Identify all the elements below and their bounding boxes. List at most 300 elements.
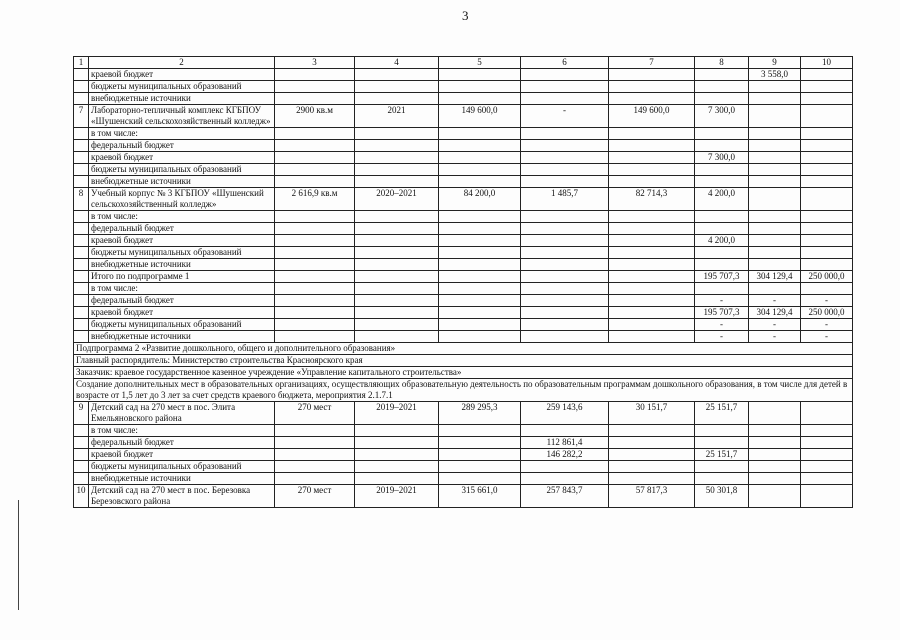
table-cell xyxy=(439,425,521,437)
table-cell xyxy=(355,461,439,473)
table-cell xyxy=(801,425,853,437)
table-cell xyxy=(609,93,695,105)
table-row xyxy=(74,449,853,461)
table-cell xyxy=(439,164,521,176)
table-cell xyxy=(275,69,355,81)
table-cell xyxy=(801,259,853,271)
table-cell xyxy=(609,437,695,449)
table-cell xyxy=(275,259,355,271)
table-cell xyxy=(355,93,439,105)
table-cell xyxy=(74,449,89,461)
table-cell xyxy=(74,93,89,105)
table-cell: 270 мест xyxy=(275,402,355,425)
table-row xyxy=(74,307,853,319)
table-cell: бюджеты муниципальных образований xyxy=(89,461,275,473)
table-cell xyxy=(801,449,853,461)
table-cell xyxy=(275,271,355,283)
table-cell: - xyxy=(801,295,853,307)
table-cell xyxy=(521,425,609,437)
table-cell xyxy=(521,69,609,81)
table-cell xyxy=(749,164,801,176)
table-cell xyxy=(521,81,609,93)
table-cell xyxy=(749,283,801,295)
table-row xyxy=(74,188,853,211)
budget-table xyxy=(73,56,853,508)
table-cell xyxy=(521,93,609,105)
table-cell xyxy=(275,295,355,307)
table-cell xyxy=(609,473,695,485)
table-cell xyxy=(74,140,89,152)
table-cell xyxy=(609,211,695,223)
table-cell xyxy=(521,319,609,331)
table-cell: внебюджетные источники xyxy=(89,176,275,188)
table-cell: бюджеты муниципальных образований xyxy=(89,247,275,259)
table-cell xyxy=(355,81,439,93)
table-cell xyxy=(521,247,609,259)
table-cell xyxy=(749,247,801,259)
table-cell xyxy=(695,176,749,188)
table-cell xyxy=(74,437,89,449)
column-number: 2 xyxy=(89,57,275,69)
table-cell xyxy=(521,295,609,307)
table-cell xyxy=(521,223,609,235)
table-cell xyxy=(609,223,695,235)
table-cell xyxy=(439,295,521,307)
table-cell: 195 707,3 xyxy=(695,307,749,319)
table-cell xyxy=(74,81,89,93)
table-cell xyxy=(801,473,853,485)
table-cell xyxy=(74,235,89,247)
table-cell xyxy=(439,140,521,152)
table-cell xyxy=(275,247,355,259)
table-cell xyxy=(609,283,695,295)
table-cell xyxy=(74,259,89,271)
table-cell: 8 xyxy=(74,188,89,211)
table-cell xyxy=(749,152,801,164)
table-cell xyxy=(275,176,355,188)
section-row xyxy=(74,379,853,402)
table-cell xyxy=(355,176,439,188)
table-cell xyxy=(439,307,521,319)
table-cell xyxy=(275,140,355,152)
table-cell xyxy=(275,164,355,176)
table-row xyxy=(74,247,853,259)
table-row xyxy=(74,259,853,271)
table-cell xyxy=(609,176,695,188)
table-cell xyxy=(275,461,355,473)
table-cell xyxy=(801,402,853,425)
table-cell xyxy=(439,259,521,271)
table-cell xyxy=(609,128,695,140)
table-cell: краевой бюджет xyxy=(89,235,275,247)
table-cell xyxy=(749,402,801,425)
table-cell xyxy=(801,283,853,295)
table-cell xyxy=(275,449,355,461)
table-cell xyxy=(801,485,853,508)
table-cell: 2020–2021 xyxy=(355,188,439,211)
table-cell: краевой бюджет xyxy=(89,69,275,81)
table-cell: - xyxy=(695,319,749,331)
table-cell xyxy=(275,81,355,93)
table-cell: 10 xyxy=(74,485,89,508)
table-row xyxy=(74,164,853,176)
table-cell: 3 558,0 xyxy=(749,69,801,81)
table-cell xyxy=(609,271,695,283)
table-cell xyxy=(801,461,853,473)
table-cell xyxy=(801,81,853,93)
section-row xyxy=(74,367,853,379)
table-cell xyxy=(801,176,853,188)
table-cell xyxy=(74,425,89,437)
table-cell xyxy=(609,164,695,176)
table-row xyxy=(74,473,853,485)
table-cell: федеральный бюджет xyxy=(89,295,275,307)
column-number: 6 xyxy=(521,57,609,69)
table-cell: внебюджетные источники xyxy=(89,259,275,271)
table-cell xyxy=(355,247,439,259)
table-cell xyxy=(74,319,89,331)
table-cell xyxy=(749,425,801,437)
table-cell xyxy=(695,81,749,93)
table-cell xyxy=(695,128,749,140)
table-cell xyxy=(521,331,609,343)
table-cell xyxy=(275,211,355,223)
table-cell: Главный распорядитель: Министерство строительства Красноярского края xyxy=(74,355,853,367)
table-cell xyxy=(609,449,695,461)
table-cell xyxy=(275,425,355,437)
table-cell xyxy=(609,331,695,343)
table-cell: - xyxy=(749,331,801,343)
table-cell xyxy=(749,105,801,128)
table-cell: краевой бюджет xyxy=(89,449,275,461)
table-cell xyxy=(275,93,355,105)
column-number: 10 xyxy=(801,57,853,69)
table-cell: 250 000,0 xyxy=(801,271,853,283)
table-cell xyxy=(749,259,801,271)
table-cell xyxy=(801,152,853,164)
table-cell: 195 707,3 xyxy=(695,271,749,283)
table-cell xyxy=(695,473,749,485)
table-cell xyxy=(439,449,521,461)
table-cell: - xyxy=(749,295,801,307)
table-cell: внебюджетные источники xyxy=(89,473,275,485)
table-cell: в том числе: xyxy=(89,425,275,437)
table-cell: бюджеты муниципальных образований xyxy=(89,319,275,331)
table-cell xyxy=(355,473,439,485)
table-cell: 82 714,3 xyxy=(609,188,695,211)
table-cell xyxy=(275,319,355,331)
column-number: 1 xyxy=(74,57,89,69)
table-cell xyxy=(749,485,801,508)
table-cell xyxy=(609,152,695,164)
table-cell xyxy=(801,164,853,176)
table-cell xyxy=(439,319,521,331)
table-cell xyxy=(801,188,853,211)
table-cell xyxy=(695,259,749,271)
table-cell xyxy=(275,152,355,164)
table-cell: Создание дополнительных мест в образовательных организациях, осуществляющих образовательную деятельность по образовательным программам дошкольного образования, в том числе для детей в возрасте от 1,5 лет до 3 лет за счет средств краевого бюджета, мероприятия 2.1.7.1 xyxy=(74,379,853,402)
table-cell xyxy=(439,473,521,485)
table-cell: - xyxy=(521,105,609,128)
table-cell xyxy=(801,437,853,449)
table-cell xyxy=(609,140,695,152)
table-cell: 7 300,0 xyxy=(695,105,749,128)
table-cell xyxy=(801,93,853,105)
table-cell: федеральный бюджет xyxy=(89,140,275,152)
table-cell xyxy=(439,81,521,93)
table-cell: бюджеты муниципальных образований xyxy=(89,164,275,176)
table-cell xyxy=(695,283,749,295)
table-row xyxy=(74,223,853,235)
table-cell: федеральный бюджет xyxy=(89,223,275,235)
table-cell xyxy=(355,152,439,164)
table-cell xyxy=(275,331,355,343)
table-cell: Заказчик: краевое государственное казенное учреждение «Управление капитального строительства» xyxy=(74,367,853,379)
table-cell xyxy=(749,473,801,485)
table-cell xyxy=(521,283,609,295)
table-cell xyxy=(74,331,89,343)
table-cell xyxy=(74,164,89,176)
table-cell xyxy=(521,176,609,188)
table-cell xyxy=(695,461,749,473)
table-cell xyxy=(355,211,439,223)
table-cell xyxy=(801,140,853,152)
table-cell: 146 282,2 xyxy=(521,449,609,461)
table-cell: 2900 кв.м xyxy=(275,105,355,128)
table-cell: 84 200,0 xyxy=(439,188,521,211)
table-cell: федеральный бюджет xyxy=(89,437,275,449)
table-cell xyxy=(609,461,695,473)
table-cell xyxy=(439,211,521,223)
table-cell xyxy=(749,235,801,247)
table-row xyxy=(74,437,853,449)
table-cell xyxy=(609,247,695,259)
table-cell xyxy=(275,283,355,295)
table-cell xyxy=(749,188,801,211)
table-row xyxy=(74,331,853,343)
table-cell: 7 xyxy=(74,105,89,128)
table-cell xyxy=(74,461,89,473)
column-number: 4 xyxy=(355,57,439,69)
table-cell: 304 129,4 xyxy=(749,307,801,319)
table-row xyxy=(74,105,853,128)
table-cell xyxy=(74,128,89,140)
table-cell xyxy=(521,271,609,283)
table-cell xyxy=(801,247,853,259)
table-cell: 257 843,7 xyxy=(521,485,609,508)
table-cell: Детский сад на 270 мест в пос. Березовка Березовского района xyxy=(89,485,275,508)
table-cell: внебюджетные источники xyxy=(89,331,275,343)
table-row xyxy=(74,283,853,295)
scan-edge-line xyxy=(18,500,19,610)
table-cell xyxy=(355,307,439,319)
table-cell xyxy=(355,140,439,152)
table-cell: - xyxy=(801,319,853,331)
table-cell xyxy=(609,307,695,319)
table-cell xyxy=(439,247,521,259)
table-cell xyxy=(695,425,749,437)
table-cell: 1 485,7 xyxy=(521,188,609,211)
table-cell xyxy=(521,164,609,176)
column-number: 5 xyxy=(439,57,521,69)
table-cell: 2019–2021 xyxy=(355,485,439,508)
table-cell xyxy=(695,93,749,105)
table-cell xyxy=(801,105,853,128)
table-cell: 304 129,4 xyxy=(749,271,801,283)
table-header-row xyxy=(74,57,853,69)
section-row xyxy=(74,343,853,355)
table-cell xyxy=(749,128,801,140)
table-cell: краевой бюджет xyxy=(89,152,275,164)
table-cell xyxy=(74,271,89,283)
table-cell xyxy=(439,152,521,164)
table-cell xyxy=(695,69,749,81)
table-cell xyxy=(695,140,749,152)
table-row xyxy=(74,485,853,508)
table-cell: Лабораторно-тепличный комплекс КГБПОУ «Шушенский сельскохозяйственный колледж» xyxy=(89,105,275,128)
table-cell xyxy=(355,128,439,140)
page-number: 3 xyxy=(462,8,469,23)
table-cell xyxy=(439,437,521,449)
table-cell xyxy=(521,152,609,164)
table-cell xyxy=(275,128,355,140)
table-row xyxy=(74,176,853,188)
table-row xyxy=(74,152,853,164)
table-cell xyxy=(74,69,89,81)
table-cell: 2 616,9 кв.м xyxy=(275,188,355,211)
column-number: 9 xyxy=(749,57,801,69)
column-number: 7 xyxy=(609,57,695,69)
table-cell xyxy=(74,176,89,188)
table-cell: 149 600,0 xyxy=(439,105,521,128)
table-cell xyxy=(275,307,355,319)
table-cell: внебюджетные источники xyxy=(89,93,275,105)
table-cell xyxy=(439,235,521,247)
table-cell xyxy=(521,128,609,140)
table-cell: в том числе: xyxy=(89,128,275,140)
table-cell xyxy=(74,247,89,259)
table-cell xyxy=(439,331,521,343)
table-cell xyxy=(521,140,609,152)
table-cell: краевой бюджет xyxy=(89,307,275,319)
column-number: 3 xyxy=(275,57,355,69)
table-cell xyxy=(609,425,695,437)
table-cell: 57 817,3 xyxy=(609,485,695,508)
table-cell: 149 600,0 xyxy=(609,105,695,128)
table-cell xyxy=(749,437,801,449)
table-cell xyxy=(275,223,355,235)
table-cell: в том числе: xyxy=(89,211,275,223)
table-cell: в том числе: xyxy=(89,283,275,295)
column-number: 8 xyxy=(695,57,749,69)
table-cell xyxy=(609,69,695,81)
table-cell xyxy=(74,283,89,295)
table-cell: - xyxy=(695,295,749,307)
table-cell xyxy=(521,461,609,473)
table-cell xyxy=(749,140,801,152)
table-cell xyxy=(275,437,355,449)
table-cell xyxy=(355,331,439,343)
table-cell xyxy=(749,176,801,188)
table-cell xyxy=(355,223,439,235)
table-cell xyxy=(275,235,355,247)
table-cell xyxy=(521,235,609,247)
table-cell xyxy=(355,235,439,247)
table-cell: 50 301,8 xyxy=(695,485,749,508)
table-cell xyxy=(439,128,521,140)
table-cell xyxy=(439,283,521,295)
table-cell xyxy=(695,437,749,449)
table-cell: Учебный корпус № 3 КГБПОУ «Шушенский сельскохозяйственный колледж» xyxy=(89,188,275,211)
table-cell: 250 000,0 xyxy=(801,307,853,319)
table-cell: Подпрограмма 2 «Развитие дошкольного, общего и дополнительного образования» xyxy=(74,343,853,355)
table-cell xyxy=(521,473,609,485)
table-row xyxy=(74,81,853,93)
table-cell xyxy=(355,425,439,437)
table-cell xyxy=(439,93,521,105)
table-cell xyxy=(74,152,89,164)
table-cell xyxy=(74,307,89,319)
table-cell xyxy=(695,247,749,259)
table-cell xyxy=(801,211,853,223)
table-cell xyxy=(355,437,439,449)
table-cell xyxy=(439,271,521,283)
table-cell xyxy=(695,223,749,235)
table-row xyxy=(74,461,853,473)
table-cell: 2019–2021 xyxy=(355,402,439,425)
table-cell: 9 xyxy=(74,402,89,425)
table-cell: - xyxy=(695,331,749,343)
table-cell: 4 200,0 xyxy=(695,188,749,211)
table-cell xyxy=(749,93,801,105)
section-row xyxy=(74,355,853,367)
table-row xyxy=(74,211,853,223)
table-cell xyxy=(355,69,439,81)
table-cell xyxy=(609,295,695,307)
table-cell xyxy=(521,259,609,271)
table-cell xyxy=(801,128,853,140)
table-cell: 112 861,4 xyxy=(521,437,609,449)
table-row xyxy=(74,128,853,140)
table-cell xyxy=(749,223,801,235)
table-cell xyxy=(74,211,89,223)
table-cell: 30 151,7 xyxy=(609,402,695,425)
table-cell xyxy=(355,164,439,176)
table-cell xyxy=(355,259,439,271)
table-row xyxy=(74,69,853,81)
table-cell xyxy=(695,211,749,223)
table-cell xyxy=(439,69,521,81)
table-cell: 25 151,7 xyxy=(695,402,749,425)
table-cell xyxy=(609,235,695,247)
table-row xyxy=(74,271,853,283)
table-cell: бюджеты муниципальных образований xyxy=(89,81,275,93)
table-row xyxy=(74,425,853,437)
table-cell xyxy=(355,271,439,283)
table-cell: Итого по подпрограмме 1 xyxy=(89,271,275,283)
table-cell xyxy=(801,69,853,81)
table-cell xyxy=(355,283,439,295)
table-cell: 259 143,6 xyxy=(521,402,609,425)
table-cell: - xyxy=(749,319,801,331)
table-cell: Детский сад на 270 мест в пос. Элита Емельяновского района xyxy=(89,402,275,425)
table-cell xyxy=(695,164,749,176)
table-row xyxy=(74,235,853,247)
table-row xyxy=(74,295,853,307)
table-cell xyxy=(275,473,355,485)
table-cell: 25 151,7 xyxy=(695,449,749,461)
table-cell xyxy=(749,461,801,473)
